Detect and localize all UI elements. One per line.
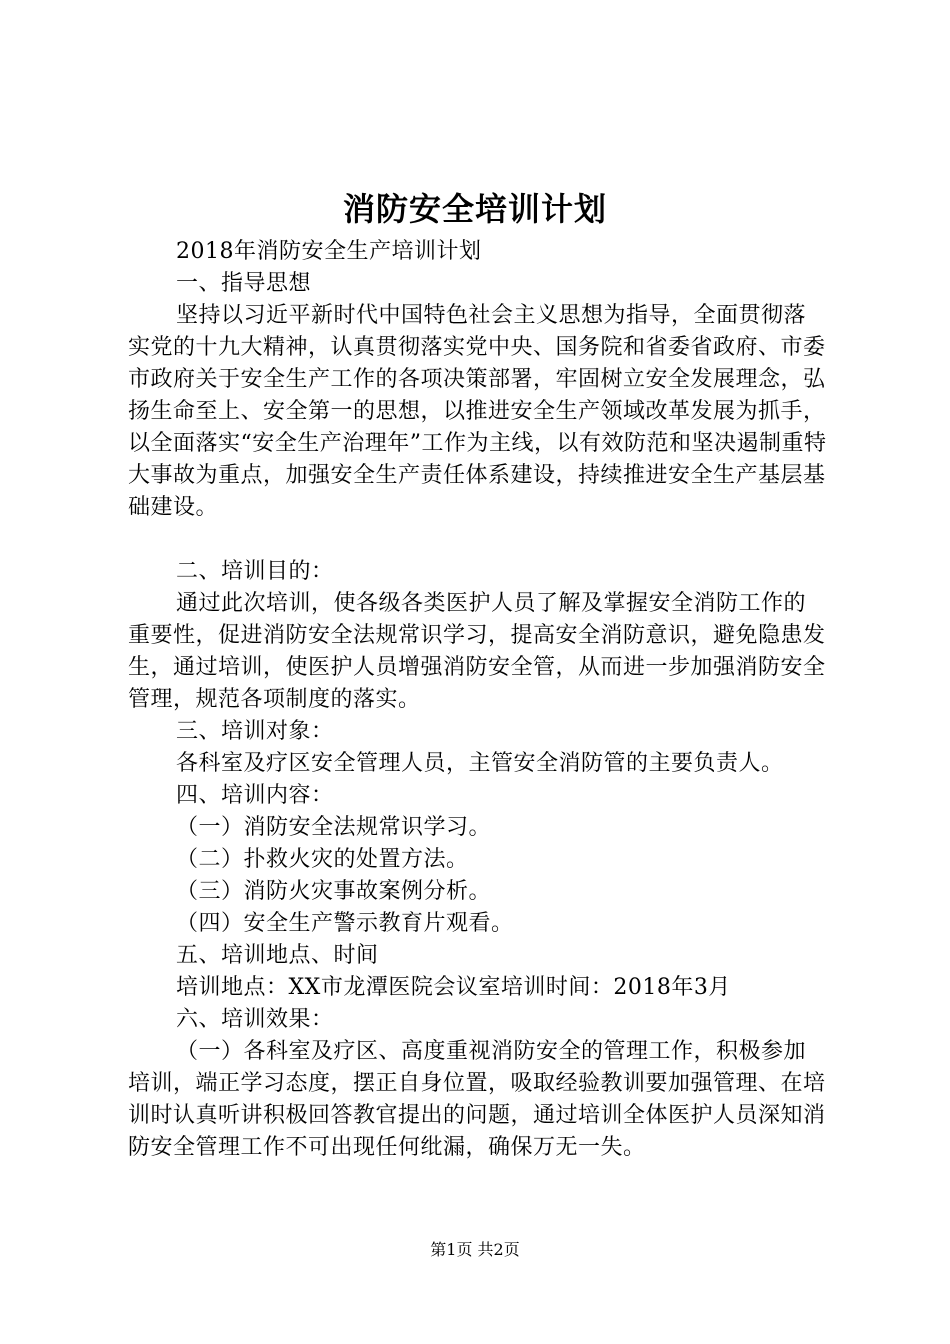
list-item-training-content: （二）扑救火灾的处置方法。 bbox=[176, 847, 469, 872]
list-item-training-content: （一）消防安全法规常识学习。 bbox=[176, 815, 492, 840]
section-heading-guiding-thought: 一、指导思想 bbox=[176, 271, 312, 296]
paragraph-location-time: 培训地点：XX市龙潭医院会议室培训时间：2018年3月 bbox=[176, 975, 731, 1000]
section-heading-training-effect: 六、培训效果： bbox=[176, 1007, 334, 1032]
spacer bbox=[128, 524, 828, 556]
section-heading-location-time: 五、培训地点、时间 bbox=[176, 943, 379, 968]
list-item-training-content: （三）消防火灾事故案例分析。 bbox=[176, 879, 492, 904]
section-heading-training-audience: 三、培训对象： bbox=[176, 719, 334, 744]
list-item-training-content: （四）安全生产警示教育片观看。 bbox=[176, 911, 514, 936]
paragraph-guiding-thought: 坚持以习近平新时代中国特色社会主义思想为指导，全面贯彻落实党的十九大精神，认真贯彻落实党中央、国务院和省委省政府、市委市政府关于安全生产工作的各项决策部署，牢固树立安全发展理念，弘扬生命至上、安全第一的思想，以推进安全生产领域改革发展为抓手，以全面落实“安全生产治理年”工作为主线，以有效防范和坚决遏制重特大事故为重点，加强安全生产责任体系建设，持续推进安全生产基层基础建设。 bbox=[128, 303, 827, 520]
paragraph-training-audience: 各科室及疗区安全管理人员，主管安全消防管的主要负责人。 bbox=[176, 751, 784, 776]
document-body bbox=[128, 236, 828, 1164]
subtitle: 2018年消防安全生产培训计划 bbox=[176, 239, 482, 264]
paragraph-training-effect: （一）各科室及疗区、高度重视消防安全的管理工作，积极参加培训，端正学习态度，摆正自身位置，吸取经验教训要加强管理、在培训时认真听讲积极回答教官提出的问题，通过培训全体医护人员深知消防安全管理工作不可出现任何纰漏，确保万无一失。 bbox=[128, 1039, 826, 1160]
page-indicator: 第1页 共2页 bbox=[430, 1240, 520, 1259]
section-heading-training-purpose: 二、培训目的： bbox=[176, 559, 334, 584]
document-title: 消防安全培训计划 bbox=[342, 190, 607, 228]
section-heading-training-content: 四、培训内容： bbox=[176, 783, 334, 808]
paragraph-training-purpose: 通过此次培训，使各级各类医护人员了解及掌握安全消防工作的重要性，促进消防安全法规常识学习，提高安全消防意识，避免隐患发生，通过培训，使医护人员增强消防安全管，从而进一步加强消防安全管理，规范各项制度的落实。 bbox=[128, 591, 826, 712]
